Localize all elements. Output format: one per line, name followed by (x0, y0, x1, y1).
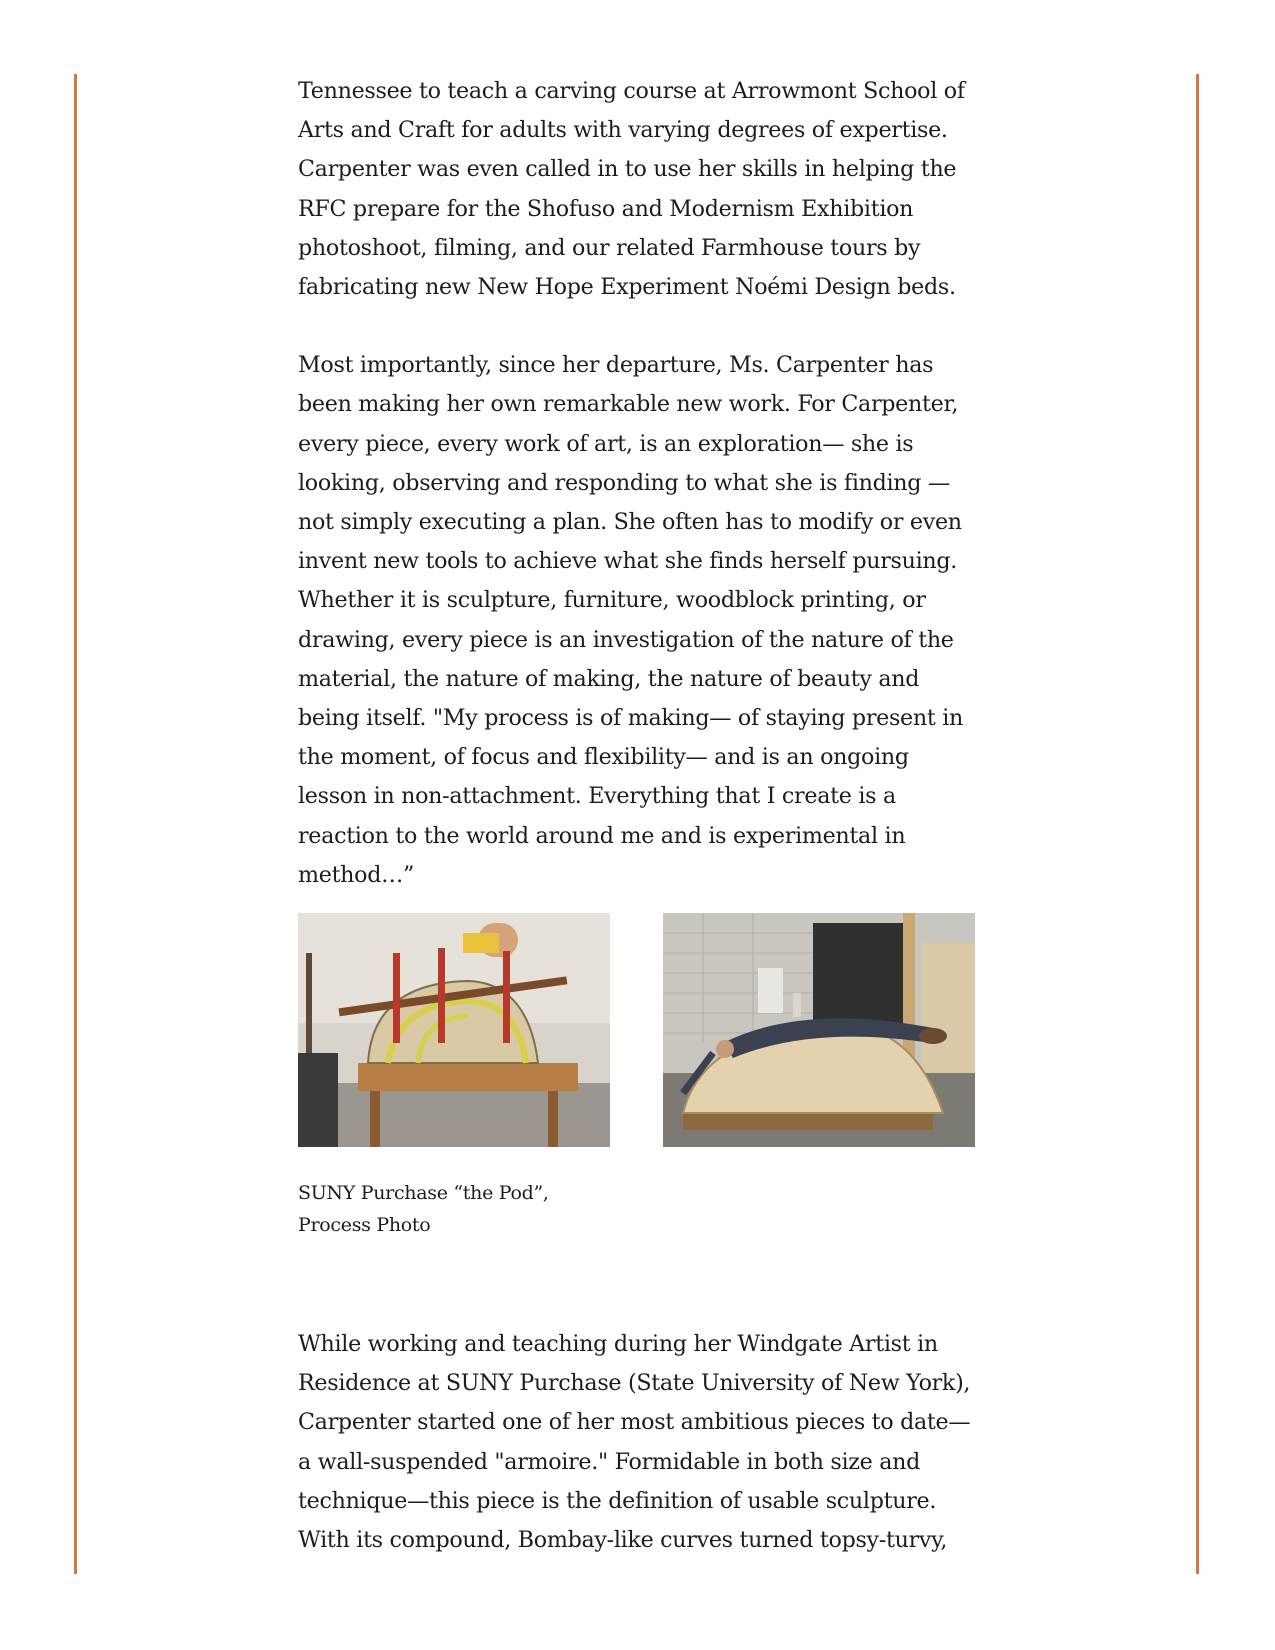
article-body-top (298, 72, 978, 895)
process-photo-row (298, 913, 975, 1147)
caption-line-2: Process Photo (298, 1214, 431, 1236)
pod-clamped-photo (298, 913, 610, 1147)
paragraph-arrowmont: Tennessee to teach a carving course at Arrowmont School of Arts and Craft for adults with varying degrees of expertise. Carpenter was even called in to use her skills in helping the RFC prepare for the Shofuso and Modernism Exhibition photoshoot, filming, and our related Farmhouse tours by fabricating new New Hope Experiment Noémi Design beds. (298, 78, 965, 301)
paragraph-new-work: Most importantly, since her departure, Ms. Carpenter has been making her own remarkable new work. For Carpenter, every piece, every work of art, is an exploration— she is looking, observing and responding to what she is finding —not simply executing a plan. She often has to modify or even invent new tools to achieve what she finds herself pursuing. Whether it is sculpture, furniture, woodblock printing, or drawing, every piece is an investigation of the nature of the material, the nature of making, the nature of beauty and being itself. "My process is of making— of staying present in the moment, of focus and flexibility— and is an ongoing lesson in non-attachment. Everything that I create is a reaction to the world around me and is experimental in method…” (298, 352, 964, 888)
person-on-pod-photo (663, 913, 975, 1147)
paragraph-armoire: While working and teaching during her Windgate Artist in Residence at SUNY Purchase (State University of New York), Carpenter started one of her most ambitious pieces to date— a wall-suspended "armoire." Formidable in both size and technique—this piece is the definition of usable sculpture. With its compound, Bombay-like curves turned topsy-turvy, (298, 1331, 971, 1554)
right-accent-rule (1196, 74, 1199, 1574)
left-accent-rule (74, 74, 77, 1574)
photo-caption (298, 1177, 549, 1241)
caption-line-1: SUNY Purchase “the Pod”, (298, 1182, 549, 1204)
article-body-bottom (298, 1325, 978, 1560)
